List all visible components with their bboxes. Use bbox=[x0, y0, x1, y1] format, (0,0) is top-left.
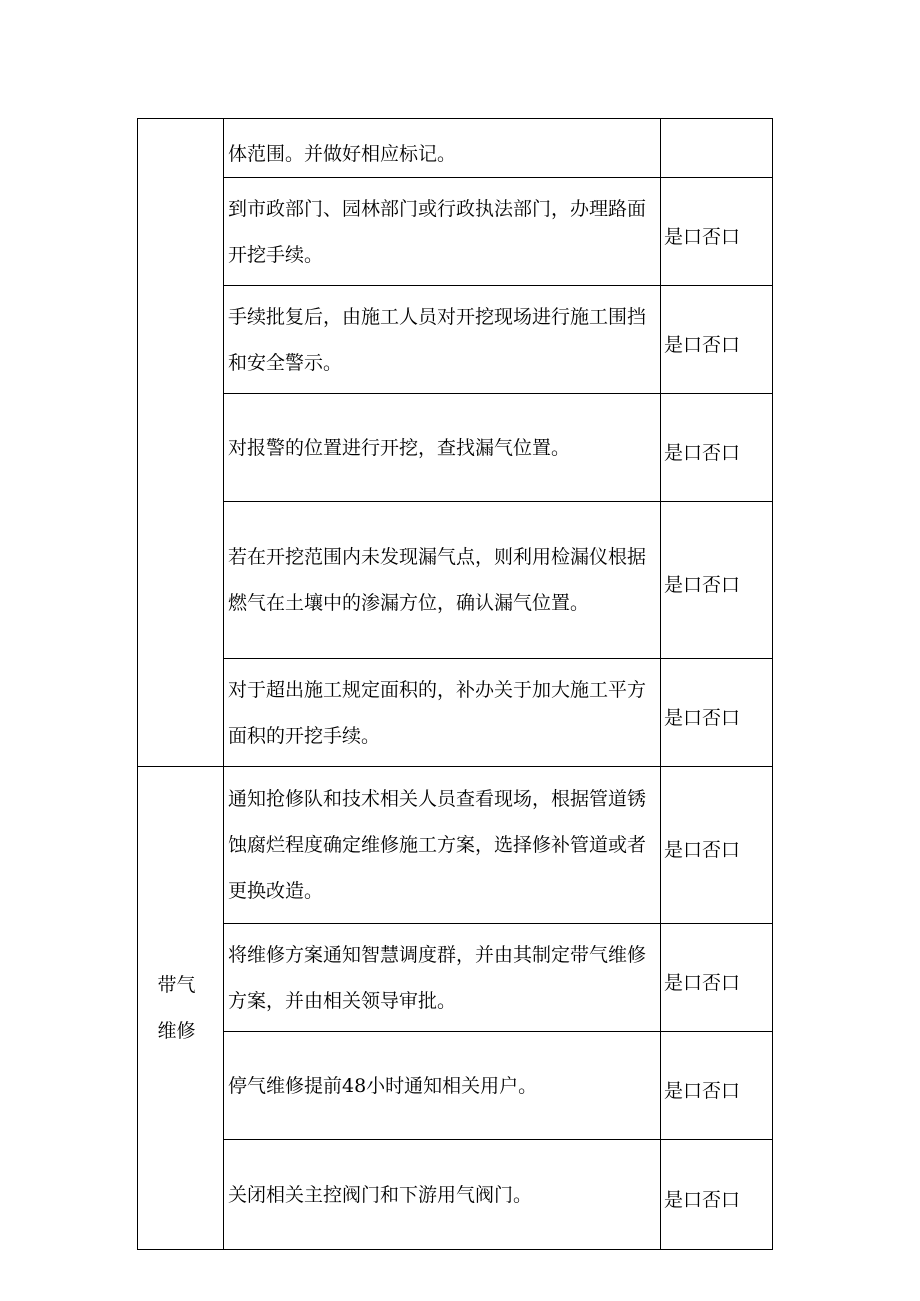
yes-no-checkbox[interactable]: 是口否口 bbox=[661, 1032, 773, 1140]
category-cell bbox=[138, 767, 224, 1250]
step-text: 对报警的位置进行开挖，查找漏气位置。 bbox=[224, 394, 661, 502]
step-text: 关闭相关主控阀门和下游用气阀门。 bbox=[224, 1140, 661, 1250]
yes-no-checkbox[interactable]: 是口否口 bbox=[661, 286, 773, 394]
step-text: 手续批复后，由施工人员对开挖现场进行施工围挡和安全警示。 bbox=[224, 286, 661, 394]
table-row bbox=[138, 659, 773, 767]
table-row bbox=[138, 178, 773, 286]
step-text: 停气维修提前48小时通知相关用户。 bbox=[224, 1032, 661, 1140]
step-text: 对于超出施工规定面积的，补办关于加大施工平方面积的开挖手续。 bbox=[224, 659, 661, 767]
step-text: 若在开挖范围内未发现漏气点，则利用检漏仪根据燃气在土壤中的渗漏方位，确认漏气位置。 bbox=[224, 502, 661, 659]
table-row bbox=[138, 924, 773, 1032]
step-text: 体范围。并做好相应标记。 bbox=[224, 119, 661, 178]
category-label: 带气维修 bbox=[157, 974, 196, 1042]
yes-no-checkbox[interactable]: 是口否口 bbox=[661, 924, 773, 1032]
step-text: 通知抢修队和技术相关人员查看现场，根据管道锈蚀腐烂程度确定维修施工方案，选择修补管道或者更换改造。 bbox=[224, 767, 661, 924]
table-row bbox=[138, 767, 773, 924]
yes-no-checkbox[interactable]: 是口否口 bbox=[661, 659, 773, 767]
procedure-checklist-table bbox=[137, 118, 773, 1250]
yes-no-checkbox[interactable]: 是口否口 bbox=[661, 178, 773, 286]
table-row bbox=[138, 1032, 773, 1140]
check-cell-empty bbox=[661, 119, 773, 178]
table-row bbox=[138, 394, 773, 502]
yes-no-checkbox[interactable]: 是口否口 bbox=[661, 394, 773, 502]
category-cell-continued bbox=[138, 119, 224, 767]
step-text: 将维修方案通知智慧调度群，并由其制定带气维修方案，并由相关领导审批。 bbox=[224, 924, 661, 1032]
yes-no-checkbox[interactable]: 是口否口 bbox=[661, 1140, 773, 1250]
table-row bbox=[138, 119, 773, 178]
step-text: 到市政部门、园林部门或行政执法部门，办理路面开挖手续。 bbox=[224, 178, 661, 286]
table-row bbox=[138, 286, 773, 394]
table-row bbox=[138, 502, 773, 659]
table-row bbox=[138, 1140, 773, 1250]
yes-no-checkbox[interactable]: 是口否口 bbox=[661, 767, 773, 924]
yes-no-checkbox[interactable]: 是口否口 bbox=[661, 502, 773, 659]
